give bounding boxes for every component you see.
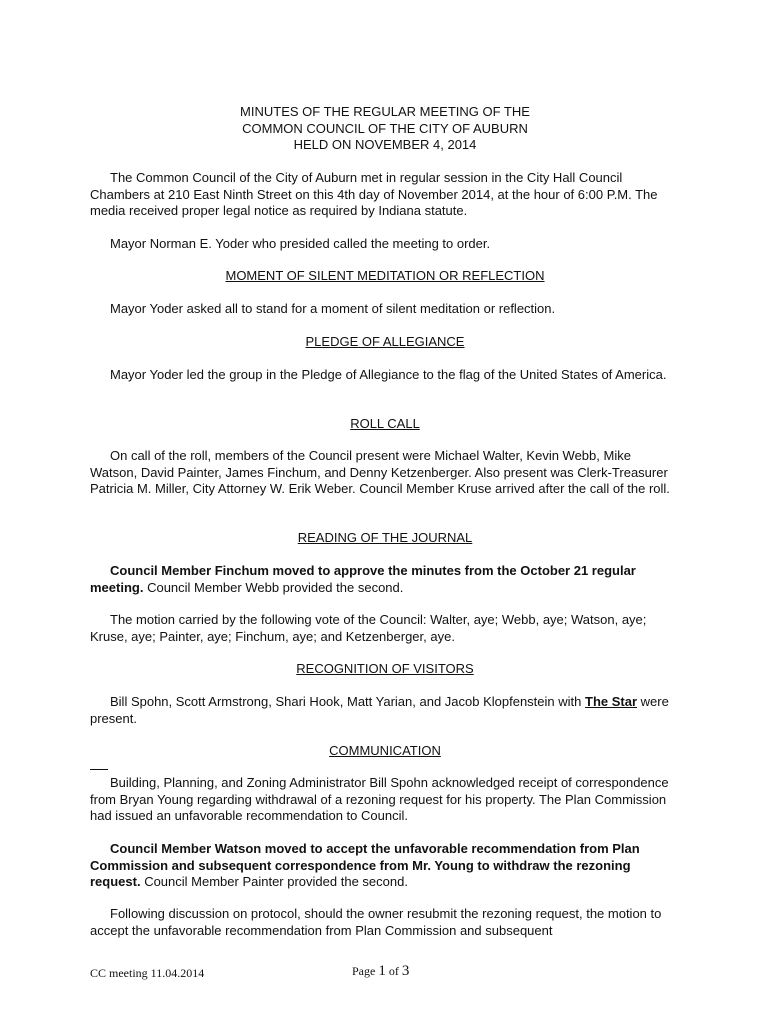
document-title: [90, 104, 680, 154]
call-to-order-paragraph: Mayor Norman E. Yoder who presided called the meeting to order.: [110, 236, 491, 251]
journal-heading: READING OF THE JOURNAL: [297, 530, 473, 545]
title-line-3: HELD ON NOVEMBER 4, 2014: [293, 137, 477, 152]
visitors-paragraph: [90, 694, 680, 727]
communication-motion-bold: Council Member Watson moved to accept the unfavorable recommendation from Plan Commission and subsequent correspondence from Mr. Young to withdraw the rezoning request.: [90, 841, 640, 889]
visitors-heading: RECOGNITION OF VISITORS: [296, 661, 474, 676]
footer-meeting-date: CC meeting 11.04.2014: [90, 966, 205, 980]
underline-mark: [90, 769, 108, 770]
journal-motion-bold: Council Member Finchum moved to approve the minutes from the October 21 regular meeting.: [90, 563, 636, 595]
roll-call-paragraph: On call of the roll, members of the Council present were Michael Walter, Kevin Webb, Mike Watson, David Painter, James Finchum, and Denny Ketzenberger. Also present was Clerk-Treasurer Patricia M. Miller, City Attorney W. Erik Weber. Council Member Kruse arrived after the call of the roll.: [90, 448, 670, 496]
journal-vote-paragraph: The motion carried by the following vote of the Council: Walter, aye; Webb, aye; Watson, aye; Kruse, aye; Painter, aye; Finchum, aye; and Ketzenberger, aye.: [90, 612, 647, 644]
visitors-text-start: Bill Spohn, Scott Armstrong, Shari Hook, Matt Yarian, and Jacob Klopfenstein with: [110, 694, 585, 709]
blank-underline: [90, 758, 680, 775]
meditation-paragraph: Mayor Yoder asked all to stand for a moment of silent meditation or reflection.: [110, 301, 556, 316]
meditation-heading: MOMENT OF SILENT MEDITATION OR REFLECTION: [225, 268, 545, 283]
communication-motion-rest: Council Member Painter provided the second.: [140, 874, 408, 889]
page-label: Page: [352, 964, 379, 978]
roll-call-heading: ROLL CALL: [350, 416, 420, 431]
pledge-heading: PLEDGE OF ALLEGIANCE: [305, 334, 465, 349]
pledge-paragraph: Mayor Yoder led the group in the Pledge of Allegiance to the flag of the United States of America.: [110, 367, 667, 382]
journal-motion-paragraph: [90, 563, 680, 596]
page-total: 3: [401, 963, 410, 979]
intro-paragraph: The Common Council of the City of Auburn met in regular session in the City Hall Council Chambers at 210 East Ninth Street on this 4th day of November 2014, at the hour of 6:00 P.M. The media received proper legal notice as required by Indiana statute.: [90, 170, 658, 218]
title-line-2: COMMON COUNCIL OF THE CITY OF AUBURN: [242, 120, 528, 136]
communication-paragraph: Building, Planning, and Zoning Administrator Bill Spohn acknowledged receipt of correspondence from Bryan Young regarding withdrawal of a rezoning request for his property. The Plan Commission had issued an unfavorable recommendation to Council.: [90, 775, 669, 823]
journal-motion-rest: Council Member Webb provided the second.: [143, 579, 404, 595]
communication-heading: COMMUNICATION: [329, 743, 441, 758]
protocol-paragraph: Following discussion on protocol, should the owner resubmit the rezoning request, the motion to accept the unfavorable recommendation from Plan Commission and subsequent: [90, 906, 662, 938]
footer-page-number: [352, 963, 409, 980]
title-line-1: MINUTES OF THE REGULAR MEETING OF THE: [240, 104, 530, 119]
page-current: 1: [378, 963, 386, 979]
communication-motion-paragraph: [90, 841, 680, 891]
the-star-publication: The Star: [585, 694, 638, 709]
visitors-text-end: were present.: [90, 694, 669, 726]
of-label: of: [385, 964, 402, 978]
